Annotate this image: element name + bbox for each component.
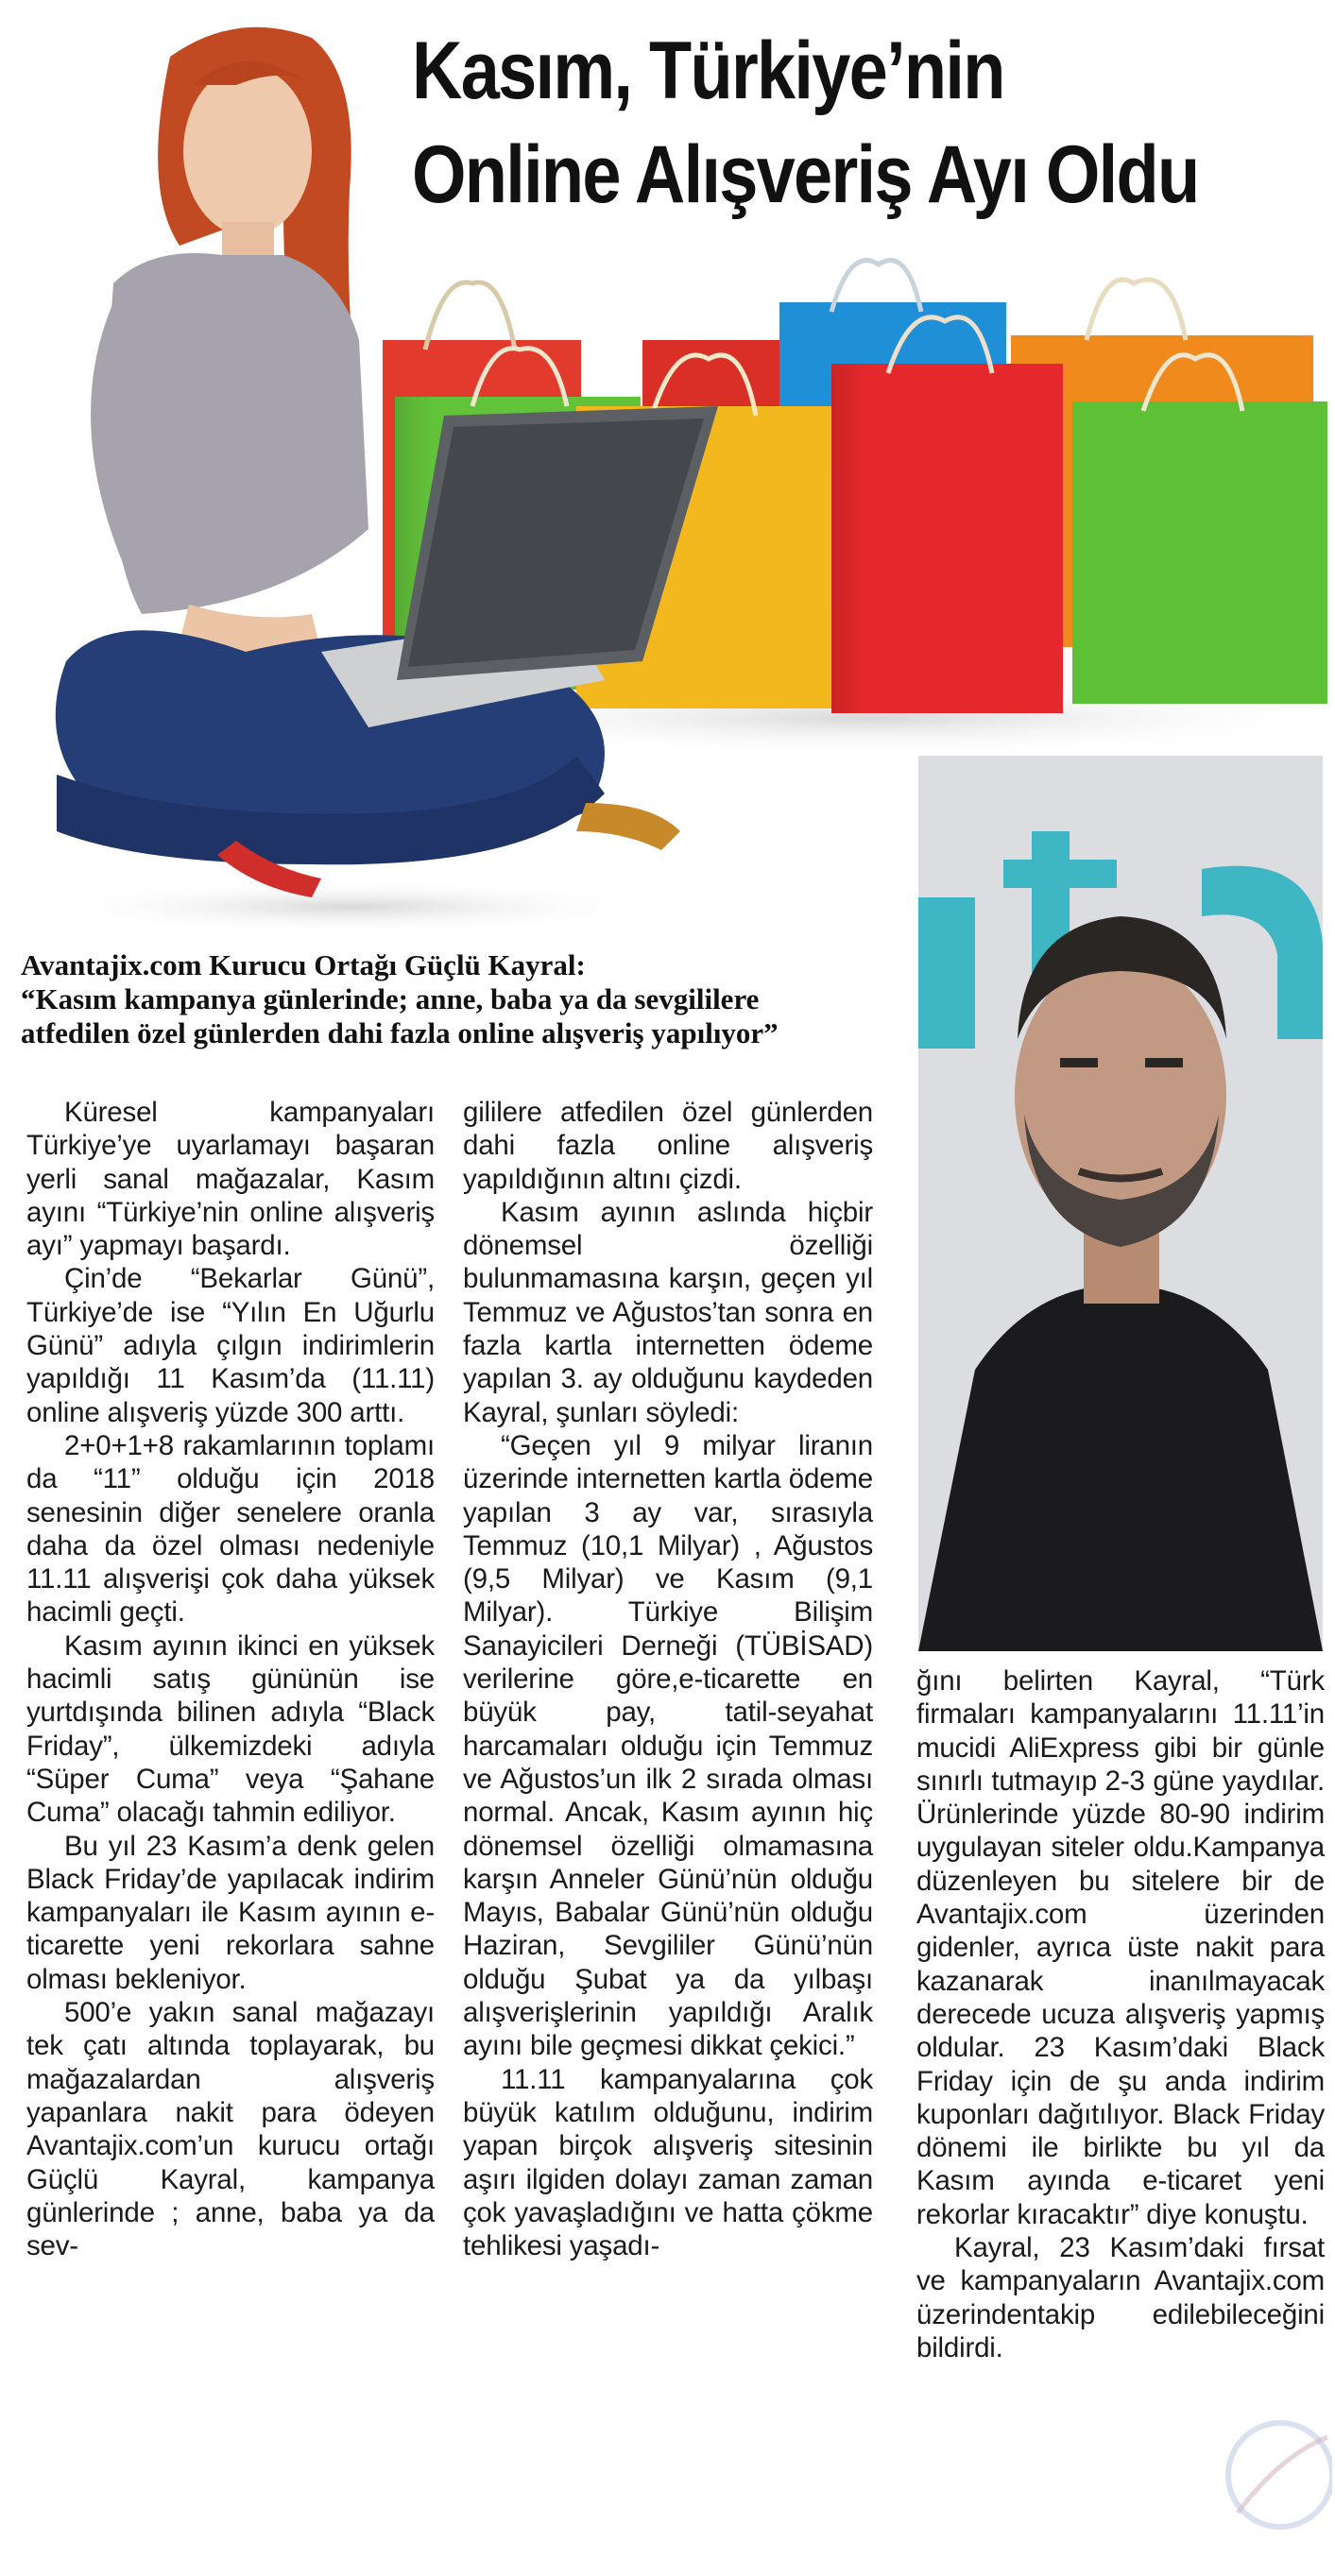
paragraph: “Geçen yıl 9 milyar liranın üzerinde internetten kartla ödeme yapılan 3 ay var, sırasıyla Temmuz (10,1 Milyar) , Ağustos (9,5 Milyar) ve Kasım (9,1 Milyar). Türkiye Bilişim Sanayicileri Derneği (TÜBİSAD) verilerine göre,e-ticarette en büyük pay, tatil-seyahat harcamaları olduğu için Temmuz ve Ağustos’un ilk 2 sırada olması normal. Ancak, Kasım ayının hiç dönemsel özelliği olmamasına karşın Anneler Günü’nün olduğu Mayıs, Babalar Günü’nün olduğu Haziran, Sevgililer Günü’nün olduğu Şubat ya da yılbaşı alışverişlerinin yapıldığı Aralık ayını bile geçmesi dikkat çekici.”	[463, 1429, 873, 2062]
paragraph: Kasım ayının aslında hiçbir dönemsel özelliği bulunmamasına karşın, geçen yıl Temmuz ve Ağustos’tan sonra en fazla kartla internetten ödeme yapılan 3. ay olduğunu kaydeden Kayral, şunları söyledi:	[463, 1196, 873, 1428]
portrait-photo	[918, 756, 1323, 1651]
paragraph: Çin’de “Bekarlar Günü”, Türkiye’de ise “Yılın En Uğurlu Günü” adıyla çılgın indirimlerin yapıldığı 11 Kasım’da (11.11) online alışveriş yüzde 300 arttı.	[26, 1263, 435, 1428]
headline-line-2: Online Alışveriş Ayı Oldu	[412, 129, 1199, 220]
headline	[412, 19, 1200, 227]
paragraph: ğını belirten Kayral, “Türk firmaları kampanyalarını 11.11’in mucidi AliExpress gibi bir günle sınırlı tutmayıp 2-3 güne yaydılar. Ürünlerinde yüzde 80-90 indirim uygulayan siteler oldu.Kampanya düzenleyen bu sitelere bir de Avantajix.com üzerinden gidenler, ayrıca üste nakit para kazanarak inanılmayacak derecede ucuza alışveriş yapmış oldular. 23 Kasım’daki Black Friday için de şu anda indirim kuponları dağıtılıyor. Black Friday dönemi ile birlikte bu yıl da Kasım ayında e-ticaret yeni rekorlar kıracaktır” diye konuştu.	[916, 1665, 1325, 2230]
paragraph: Bu yıl 23 Kasım’a denk gelen Black Friday’de yapılacak indirim kampanyaları ile Kasım ayının e-ticarette yeni rekorlara sahne olması bekleniyor.	[26, 1830, 435, 1995]
paragraph: 11.11 kampanyalarına çok büyük katılım olduğunu, indirim yapan birçok alışveriş sitesinin aşırı ilgiden dolayı zaman zaman çok yavaşladığını ve hatta çökme tehlikesi yaşadı-	[463, 2063, 873, 2262]
article-column-3	[916, 1664, 1325, 2364]
green-bag-right	[1072, 401, 1327, 704]
deck-line-2: “Kasım kampanya günlerinde; anne, baba ya da sevgililere	[21, 982, 760, 1015]
red-bag-front	[831, 364, 1063, 713]
deck-line-1: Avantajix.com Kurucu Ortağı Güçlü Kayral:	[21, 948, 586, 981]
paragraph: gililere atfedilen özel günlerden dahi fazla online alışveriş yapıldığının altını çizdi.	[463, 1097, 873, 1195]
paragraph: Kayral, 23 Kasım’daki fırsat ve kampanyaların Avantajix.com üzerindentakip edilebileceğini bildirdi.	[916, 2232, 1325, 2363]
headline-line-1: Kasım, Türkiye’nin	[412, 26, 1004, 116]
watermark-stamp	[1209, 2399, 1332, 2569]
paragraph: 500’e yakın sanal mağazayı tek çatı altında toplayarak, bu mağazalardan alışveriş yapanlara nakit para ödeyen Avantajix.com’un kurucu ortağı Güçlü Kayral, kampanya günlerinde ; anne, baba ya da sev-	[26, 1997, 435, 2262]
paragraph: Kasım ayının ikinci en yüksek hacimli satış gününün ise yurtdışında bilinen adıyla “Black Friday”, ülkemizdeki adıyla “Süper Cuma” veya “Şahane Cuma” olacağı tahmin ediliyor.	[26, 1629, 435, 1829]
paragraph: 2+0+1+8 rakamlarının toplamı da “11” olduğu için 2018 senesinin diğer senelere oranla daha da özel olması nedeniyle 11.11 alışverişi çok daha yüksek hacimli geçti.	[26, 1429, 435, 1629]
deck-line-3: atfedilen özel günlerden dahi fazla online alışveriş yapılıyor”	[21, 1016, 779, 1049]
article-column-2	[463, 1096, 873, 2262]
paragraph: Küresel kampanyaları Türkiye’ye uyarlamayı başaran yerli sanal mağazalar, Kasım ayını “Türkiye’nin online alışveriş ayı” yapmayı başardı.	[26, 1097, 435, 1262]
article-column-1	[26, 1096, 435, 2262]
deck	[21, 948, 899, 1050]
